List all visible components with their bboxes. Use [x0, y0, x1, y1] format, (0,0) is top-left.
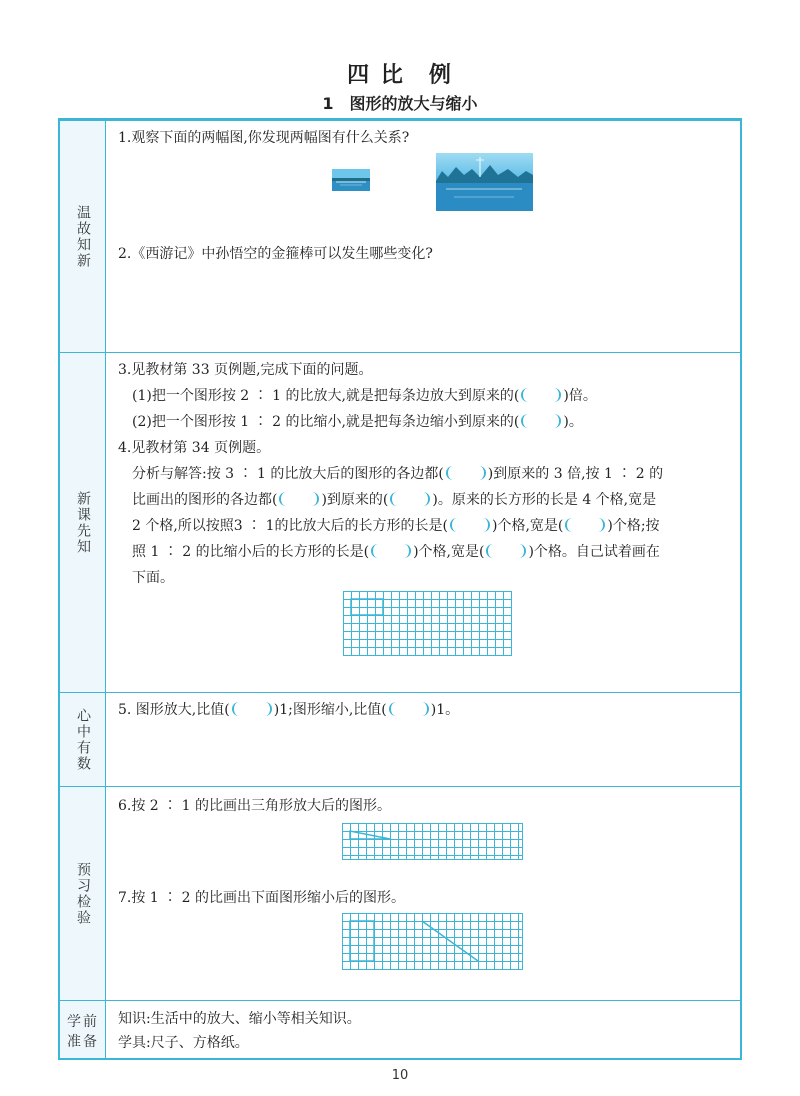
- answer-blank[interactable]: [389, 702, 429, 716]
- question-3: 3.见教材第 33 页例题,完成下面的问题。: [118, 362, 373, 378]
- prep-knowledge: 知识:生活中的放大、缩小等相关知识。: [118, 1011, 361, 1027]
- label-prep: 学前 准备: [67, 1014, 99, 1050]
- label-new-lesson: 新课先知: [75, 491, 91, 555]
- row-new-lesson: [60, 352, 740, 692]
- question-3-block: [118, 357, 732, 591]
- label-review: 温故知新: [75, 205, 91, 269]
- answer-blank[interactable]: [232, 702, 272, 716]
- row-review: [60, 120, 740, 352]
- worksheet-frame: [58, 118, 742, 1060]
- section-title: 1 图形的放大与缩小: [322, 94, 478, 113]
- answer-blank[interactable]: [486, 544, 526, 558]
- answer-blank[interactable]: [450, 518, 490, 532]
- drawing-grid-q6[interactable]: [342, 823, 523, 860]
- analysis-line-3: 2 个格,所以按照3 ∶ 1的比放大后的长方形的长是( )个格,宽是( )个格;按: [132, 518, 660, 534]
- answer-blank[interactable]: [279, 492, 319, 506]
- analysis-line-5: 下面。: [132, 570, 174, 586]
- answer-blank[interactable]: [446, 466, 486, 480]
- row-check: [60, 786, 740, 1000]
- drawing-grid-q4[interactable]: [343, 591, 512, 656]
- row-summary: [60, 692, 740, 786]
- page-number: 10: [391, 1068, 409, 1083]
- answer-blank[interactable]: [565, 518, 605, 532]
- analysis-line-4: 照 1 ∶ 2 的比缩小后的长方形的长是( )个格,宽是( )个格。自己试着画在: [132, 544, 660, 560]
- question-6: 6.按 2 ∶ 1 的比画出三角形放大后的图形。: [118, 798, 391, 814]
- question-1: 1.观察下面的两幅图,你发现两幅图有什么关系?: [118, 130, 410, 146]
- large-lake-photo: [436, 153, 533, 211]
- row-prep: [60, 1000, 740, 1060]
- question-7: 7.按 1 ∶ 2 的比画出下面图形缩小后的图形。: [118, 890, 405, 906]
- question-4: 4.见教材第 34 页例题。: [118, 440, 271, 456]
- question-3a: (1)把一个图形按 2 ∶ 1 的比放大,就是把每条边放大到原来的( )倍。: [132, 388, 597, 404]
- label-check: 预习检验: [75, 862, 91, 926]
- answer-blank[interactable]: [521, 388, 561, 402]
- answer-blank[interactable]: [521, 414, 561, 428]
- analysis-line-2: 比画出的图形的各边都( )到原来的( )。原来的长方形的长是 4 个格,宽是: [132, 492, 657, 508]
- question-3b: (2)把一个图形按 1 ∶ 2 的比缩小,就是把每条边缩小到原来的( )。: [132, 414, 583, 430]
- drawing-grid-q7[interactable]: [342, 913, 523, 970]
- answer-blank[interactable]: [371, 544, 411, 558]
- small-lake-photo: [332, 169, 370, 191]
- question-2: 2.《西游记》中孙悟空的金箍棒可以发生哪些变化?: [118, 246, 433, 262]
- label-summary: 心中有数: [75, 708, 91, 772]
- question-5: 5. 图形放大,比值( )1;图形缩小,比值( )1。: [118, 702, 460, 718]
- analysis-line-1: 分析与解答:按 3 ∶ 1 的比放大后的图形的各边都( )到原来的 3 倍,按 1 ∶ 2 的: [132, 466, 664, 482]
- answer-blank[interactable]: [390, 492, 430, 506]
- prep-tools: 学具:尺子、方格纸。: [118, 1035, 249, 1051]
- chapter-title: 四 比 例: [347, 63, 453, 88]
